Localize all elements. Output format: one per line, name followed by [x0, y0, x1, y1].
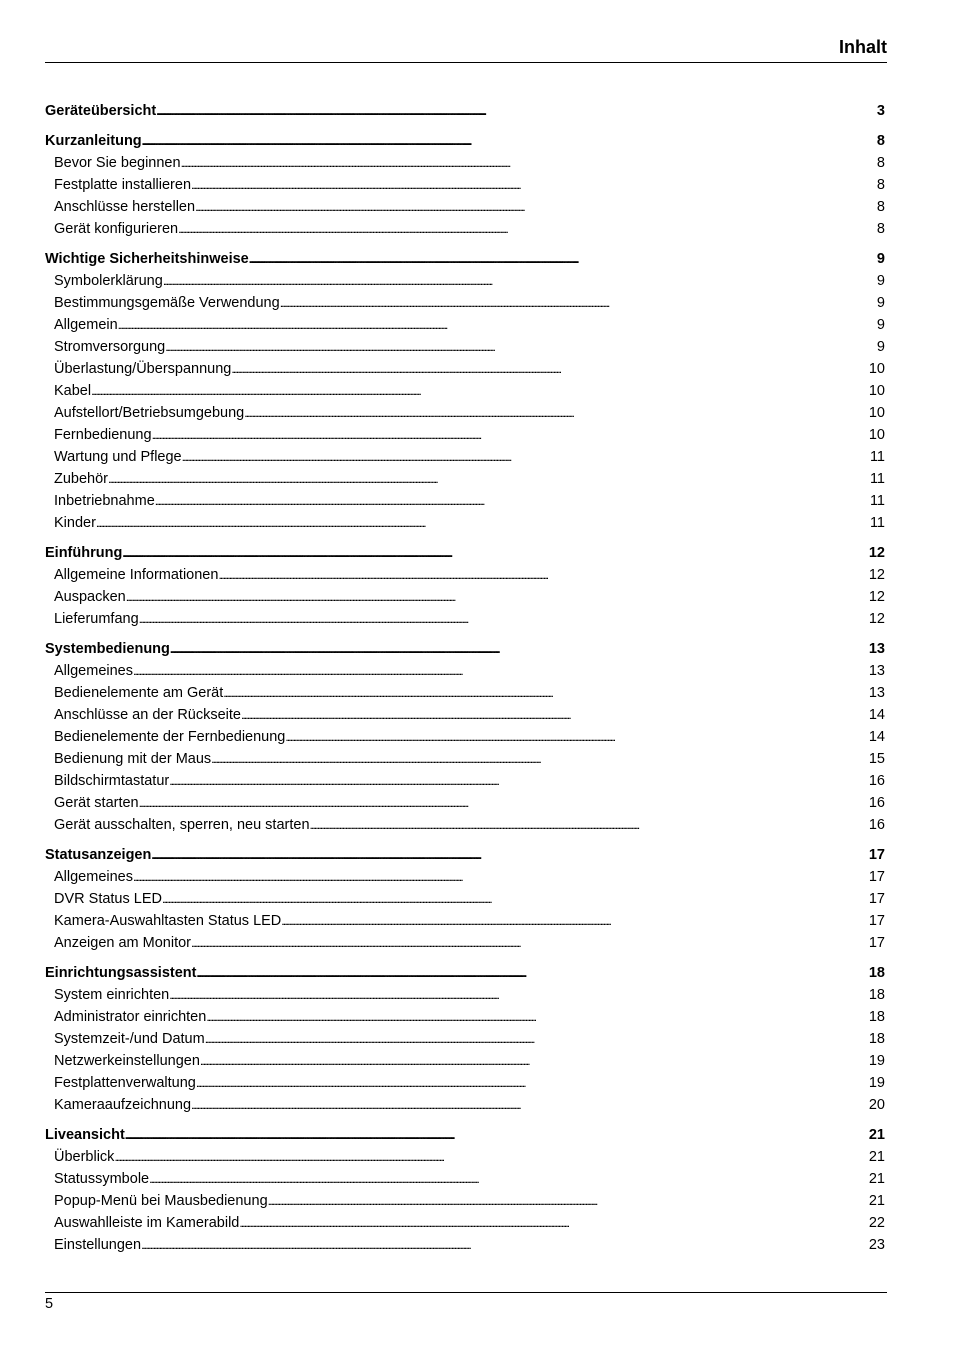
toc-entry-page: 19: [868, 1075, 885, 1091]
dot-leader: [155, 490, 870, 512]
toc-entry-label: Zubehör: [54, 471, 109, 487]
toc-entry-page: 16: [868, 773, 885, 789]
table-of-contents: [45, 100, 885, 1264]
toc-section: [45, 100, 885, 122]
footer-rule: [45, 1292, 887, 1293]
toc-entry-label: Bedienelemente am Gerät: [54, 685, 224, 701]
toc-entry-page: 9: [876, 295, 885, 311]
toc-entry-page: 18: [868, 1031, 885, 1047]
dot-leader: [241, 704, 869, 726]
toc-entry[interactable]: [45, 218, 885, 240]
dot-leader: [149, 1168, 869, 1190]
toc-entry-label: Gerät starten: [54, 795, 139, 811]
toc-entry-page: 16: [868, 817, 885, 833]
toc-entry-page: 21: [868, 1149, 885, 1165]
toc-entry-page: 22: [868, 1215, 885, 1231]
toc-entry[interactable]: [45, 152, 885, 174]
toc-entry[interactable]: [45, 196, 885, 218]
toc-entry-label: Netzwerkeinstellungen: [54, 1053, 200, 1069]
dot-leader: [170, 638, 869, 660]
toc-entry-page: 10: [868, 361, 885, 377]
dot-leader: [182, 446, 870, 468]
toc-entry[interactable]: [45, 468, 885, 490]
toc-section: [45, 844, 885, 954]
toc-chapter-label: Einführung: [45, 545, 123, 561]
toc-entry-page: 10: [868, 427, 885, 443]
toc-chapter[interactable]: [45, 248, 885, 270]
dot-leader: [280, 292, 877, 314]
dot-leader: [206, 1006, 869, 1028]
toc-entry[interactable]: [45, 770, 885, 792]
toc-entry-label: Wartung und Pflege: [54, 449, 182, 465]
toc-entry[interactable]: [45, 174, 885, 196]
toc-entry-label: DVR Status LED: [54, 891, 162, 907]
dot-leader: [281, 910, 869, 932]
toc-entry-label: Administrator einrichten: [54, 1009, 207, 1025]
toc-entry-page: 8: [876, 221, 885, 237]
toc-chapter-page: 9: [876, 251, 885, 267]
toc-entry-page: 11: [869, 471, 885, 487]
toc-chapter-label: Liveansicht: [45, 1127, 125, 1143]
toc-section: [45, 1124, 885, 1256]
toc-entry-label: Systemzeit-/und Datum: [54, 1031, 205, 1047]
dot-leader: [181, 152, 877, 174]
dot-leader: [211, 748, 869, 770]
toc-entry-label: Kinder: [54, 515, 96, 531]
dot-leader: [223, 682, 869, 704]
toc-entry-page: 16: [868, 795, 885, 811]
toc-entry[interactable]: [45, 1234, 885, 1256]
toc-entry-page: 9: [876, 317, 885, 333]
dot-leader: [218, 564, 868, 586]
toc-entry[interactable]: [45, 1168, 885, 1190]
toc-entry-page: 13: [868, 663, 885, 679]
toc-entry[interactable]: [45, 660, 885, 682]
dot-leader: [96, 512, 870, 534]
toc-chapter-label: Kurzanleitung: [45, 133, 142, 149]
toc-chapter[interactable]: [45, 962, 885, 984]
dot-leader: [156, 100, 877, 122]
toc-entry-label: Gerät ausschalten, sperren, neu starten: [54, 817, 310, 833]
toc-entry[interactable]: [45, 814, 885, 836]
toc-entry-page: 14: [868, 729, 885, 745]
dot-leader: [152, 424, 869, 446]
toc-chapter-label: Wichtige Sicherheitshinweise: [45, 251, 249, 267]
toc-entry-label: Bildschirmtastatur: [54, 773, 170, 789]
dot-leader: [126, 586, 869, 608]
toc-entry-page: 11: [869, 515, 885, 531]
toc-entry-label: Lieferumfang: [54, 611, 139, 627]
dot-leader: [118, 314, 877, 336]
toc-entry-page: 17: [868, 891, 885, 907]
toc-entry[interactable]: [45, 314, 885, 336]
dot-leader: [163, 270, 877, 292]
dot-leader: [108, 468, 870, 490]
toc-entry-page: 21: [868, 1171, 885, 1187]
toc-entry-page: 17: [868, 913, 885, 929]
toc-entry-label: Gerät konfigurieren: [54, 221, 179, 237]
toc-entry[interactable]: [45, 1212, 885, 1234]
toc-entry[interactable]: [45, 888, 885, 910]
toc-entry-page: 11: [869, 493, 885, 509]
dot-leader: [195, 196, 877, 218]
toc-entry[interactable]: [45, 1094, 885, 1116]
dot-leader: [122, 542, 869, 564]
toc-entry[interactable]: [45, 1190, 885, 1212]
toc-entry-page: 9: [876, 339, 885, 355]
toc-entry-label: Bestimmungsgemäße Verwendung: [54, 295, 280, 311]
toc-entry[interactable]: [45, 402, 885, 424]
toc-entry-label: Kameraaufzeichnung: [54, 1097, 192, 1113]
toc-entry-page: 17: [868, 869, 885, 885]
toc-chapter-label: Geräteübersicht: [45, 103, 157, 119]
dot-leader: [125, 1124, 869, 1146]
toc-entry-page: 12: [868, 589, 885, 605]
toc-chapter-page: 8: [876, 133, 885, 149]
toc-entry-label: Allgemeines: [54, 663, 133, 679]
dot-leader: [231, 358, 869, 380]
toc-entry[interactable]: [45, 270, 885, 292]
toc-entry-label: Bedienung mit der Maus: [54, 751, 212, 767]
dot-leader: [139, 608, 869, 630]
toc-chapter[interactable]: [45, 844, 885, 866]
toc-entry[interactable]: [45, 984, 885, 1006]
header-rule: [45, 62, 887, 63]
toc-entry-page: 11: [869, 449, 885, 465]
toc-entry-page: 23: [868, 1237, 885, 1253]
dot-leader: [178, 218, 877, 240]
toc-entry-page: 12: [868, 611, 885, 627]
toc-entry-label: Allgemeines: [54, 869, 133, 885]
dot-leader: [196, 962, 868, 984]
toc-entry[interactable]: [45, 380, 885, 402]
dot-leader: [114, 1146, 868, 1168]
toc-entry-label: Anzeigen am Monitor: [54, 935, 192, 951]
toc-entry-label: Bedienelemente der Fernbedienung: [54, 729, 286, 745]
toc-entry-label: Einstellungen: [54, 1237, 142, 1253]
toc-entry-page: 13: [868, 685, 885, 701]
dot-leader: [239, 1212, 869, 1234]
page-number: 5: [45, 1296, 54, 1312]
toc-section: [45, 542, 885, 630]
toc-entry-label: Überblick: [54, 1149, 115, 1165]
dot-leader: [165, 336, 877, 358]
toc-chapter-page: 12: [868, 545, 885, 561]
toc-entry-label: Kamera-Auswahltasten Status LED: [54, 913, 282, 929]
dot-leader: [205, 1028, 869, 1050]
dot-leader: [268, 1190, 869, 1212]
toc-section: [45, 130, 885, 240]
toc-entry[interactable]: [45, 512, 885, 534]
dot-leader: [151, 844, 869, 866]
toc-chapter-page: 21: [868, 1127, 885, 1143]
toc-chapter-page: 13: [868, 641, 885, 657]
dot-leader: [244, 402, 869, 424]
toc-entry-label: Festplatte installieren: [54, 177, 192, 193]
dot-leader: [133, 866, 869, 888]
toc-entry-label: Kabel: [54, 383, 92, 399]
toc-entry[interactable]: [45, 792, 885, 814]
toc-entry[interactable]: [45, 1146, 885, 1168]
toc-chapter-page: 18: [868, 965, 885, 981]
toc-chapter-label: Einrichtungsassistent: [45, 965, 197, 981]
toc-entry-label: Allgemeine Informationen: [54, 567, 219, 583]
dot-leader: [91, 380, 869, 402]
toc-entry-page: 8: [876, 199, 885, 215]
toc-section: [45, 962, 885, 1116]
toc-entry-label: Statussymbole: [54, 1171, 150, 1187]
toc-entry-label: Symbolerklärung: [54, 273, 163, 289]
toc-entry[interactable]: [45, 1072, 885, 1094]
toc-entry-page: 10: [868, 383, 885, 399]
toc-entry[interactable]: [45, 1006, 885, 1028]
toc-chapter-page: 3: [876, 103, 885, 119]
toc-chapter-label: Systembedienung: [45, 641, 170, 657]
toc-entry-page: 18: [868, 1009, 885, 1025]
toc-entry-label: Auspacken: [54, 589, 126, 605]
toc-entry[interactable]: [45, 910, 885, 932]
toc-entry-page: 8: [876, 155, 885, 171]
toc-entry[interactable]: [45, 564, 885, 586]
toc-entry-page: 8: [876, 177, 885, 193]
toc-entry[interactable]: [45, 726, 885, 748]
dot-leader: [162, 888, 869, 910]
toc-chapter[interactable]: [45, 130, 885, 152]
toc-entry[interactable]: [45, 586, 885, 608]
toc-entry-page: 19: [868, 1053, 885, 1069]
toc-entry-page: 20: [868, 1097, 885, 1113]
toc-entry-page: 9: [876, 273, 885, 289]
toc-entry[interactable]: [45, 682, 885, 704]
toc-entry-label: Aufstellort/Betriebsumgebung: [54, 405, 245, 421]
toc-entry-label: Fernbedienung: [54, 427, 152, 443]
toc-entry[interactable]: [45, 358, 885, 380]
toc-entry[interactable]: [45, 748, 885, 770]
toc-entry-page: 18: [868, 987, 885, 1003]
toc-entry-label: Allgemein: [54, 317, 118, 333]
toc-entry-label: Inbetriebnahme: [54, 493, 155, 509]
toc-chapter-page: 17: [868, 847, 885, 863]
toc-entry[interactable]: [45, 1050, 885, 1072]
dot-leader: [142, 130, 877, 152]
dot-leader: [285, 726, 868, 748]
toc-entry-label: Anschlüsse herstellen: [54, 199, 196, 215]
page-title: Inhalt: [839, 37, 887, 57]
dot-leader: [196, 1072, 869, 1094]
toc-entry[interactable]: [45, 704, 885, 726]
dot-leader: [191, 1094, 869, 1116]
toc-entry-label: Stromversorgung: [54, 339, 166, 355]
toc-section: [45, 248, 885, 534]
toc-entry-page: 21: [868, 1193, 885, 1209]
toc-section: [45, 638, 885, 836]
dot-leader: [169, 770, 869, 792]
toc-entry[interactable]: [45, 932, 885, 954]
toc-entry-page: 17: [868, 935, 885, 951]
toc-entry-label: Bevor Sie beginnen: [54, 155, 181, 171]
toc-entry-page: 12: [868, 567, 885, 583]
toc-entry-label: Auswahlleiste im Kamerabild: [54, 1215, 240, 1231]
toc-entry-page: 10: [868, 405, 885, 421]
toc-entry[interactable]: [45, 336, 885, 358]
toc-entry-label: Festplattenverwaltung: [54, 1075, 196, 1091]
dot-leader: [169, 984, 869, 1006]
toc-chapter[interactable]: [45, 542, 885, 564]
toc-chapter-label: Statusanzeigen: [45, 847, 152, 863]
dot-leader: [133, 660, 869, 682]
dot-leader: [310, 814, 869, 836]
toc-chapter[interactable]: [45, 100, 885, 122]
dot-leader: [249, 248, 877, 270]
dot-leader: [191, 174, 877, 196]
toc-entry-page: 15: [868, 751, 885, 767]
toc-entry[interactable]: [45, 866, 885, 888]
toc-entry-label: System einrichten: [54, 987, 170, 1003]
toc-entry-label: Popup-Menü bei Mausbedienung: [54, 1193, 268, 1209]
dot-leader: [141, 1234, 869, 1256]
dot-leader: [139, 792, 869, 814]
dot-leader: [191, 932, 869, 954]
toc-entry-label: Überlastung/Überspannung: [54, 361, 232, 377]
toc-entry[interactable]: [45, 424, 885, 446]
toc-entry[interactable]: [45, 1028, 885, 1050]
toc-chapter[interactable]: [45, 1124, 885, 1146]
toc-entry[interactable]: [45, 490, 885, 512]
toc-entry[interactable]: [45, 292, 885, 314]
dot-leader: [200, 1050, 869, 1072]
toc-entry[interactable]: [45, 608, 885, 630]
toc-entry-label: Anschlüsse an der Rückseite: [54, 707, 241, 723]
toc-entry-page: 14: [868, 707, 885, 723]
toc-entry[interactable]: [45, 446, 885, 468]
toc-chapter[interactable]: [45, 638, 885, 660]
